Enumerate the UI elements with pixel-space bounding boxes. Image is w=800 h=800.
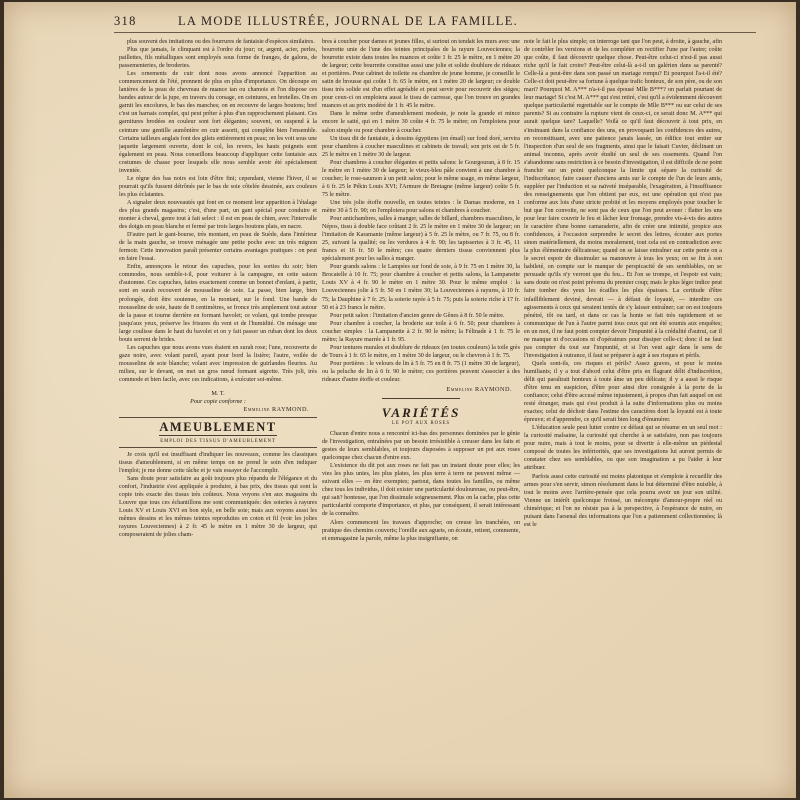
paragraph: Plus que jamais, le clinquant est à l'ordre du jour; or, argent, acier, perles, paillettes, fils métalliques sont employés sous forme de franges, de galons, de passementeries, de broderies.: [119, 47, 317, 70]
paragraph: Une très jolie étoffe nouvelle, en toutes teintes : le Damas moderne, en 1 mètre 30 à 5 fr. 90; on l'emploiera pour salons et chambres à coucher.: [322, 199, 520, 214]
header-rule: [114, 32, 756, 33]
page-number: 318: [114, 14, 137, 28]
paragraph: Quels sont-ils, ces risques et périls? Assez graves, et pour le moins humiliants; il y a tout d'abord celui d'être pris en flagrant délit d'indiscrétion, délit qui paraîtrait honteux à toute âme un peu délicate; il y a aussi le risque d'être tenu en suspicion, d'être pour ainsi dire consignée à la porte de la confiance; celui d'être accusé même injustement, à propos d'un fait auquel on est resté étranger, mais qui s'est produit à la suite d'informations plus ou moins exactes; celui de déchoir dans l'estime des caractères dont la loyauté est à toute épreuve; et d'apprendre, ce qu'il serait bien long d'énumérer.: [524, 360, 722, 424]
publication-title: LA MODE ILLUSTRÉE, JOURNAL DE LA FAMILLE.: [178, 14, 519, 28]
section-subtitle-varietes: LE POT AUX ROSES: [392, 421, 450, 427]
paragraph: Pour grands salons : le Lampées sur fond de soie, à 9 fr. 75 en 1 mètre 30, la Brocatelle à 10 fr. 75; pour chambre à coucher et petits salons, la Lampanette Louis XV à 4 fr. 90 le mètre en 1 mètre 30. Pour le même emploi : la Louveciennes jolie à 5 fr. 50 en 1 mètre 30; la Louveciennes à rayures, à 10 fr. 75; la Dauphine à 7 fr. 25; la soierie rayée à 5 fr. 75; puis la soierie riche à 17 fr. 50 et à 23 francs le mètre.: [322, 264, 520, 311]
column-2: [322, 38, 520, 793]
signature-copy-note: Pour copie conforme :: [190, 398, 246, 406]
paragraph: plus souvent des imitations ou des fourrures de fantaisie d'espèces similaires.: [127, 39, 315, 45]
section-title-varietes: VARIÉTÉS: [381, 405, 461, 421]
paragraph: Les capuches que nous avons vues étaient en surah rose; l'une, recouverte de gaze noire, avec volant pareil, ayant pour bord la lisière; l'autre, voilée de mousseline de soie blanche; volant avec impression de guirlandes fleuries. Au milieu, sur le devant, on met un gros nœud formant aigrette. Très joli, très commode et bien facile, avec ces indications, à exécuter soi-même.: [119, 344, 317, 383]
paragraph: Pour antichambres, salles à manger, salles de billard, chambres masculines, le Népos, tissu à double face coûtant 2 fr. 25 le mètre en 1 mètre 30 de largeur; on l'imitation de Karamanie (même largeur) à 5 fr. 25 le mètre, ou 7 fr. 75, ou 8 fr. 25, suivant la qualité; ou les verdures à 4 fr. 90; les tapisseries à 3 fr. 45, 11 francs et 16 fr. 50 le mètre; ces quatre derniers tissus conviennent plus spécialement pour les salles à manger.: [322, 216, 520, 263]
paragraph: Les ornements de cuir dont nous avons annoncé l'apparition au commencement de l'été, prennent de plus en plus d'importance. On découpe en lanières de la peau de chevreau de nuance tan ou chamois et l'on dispose ces bandes autour de la jupe, en travers du corsage, en ceintures, en bretelles. On en garnit les encolures, le bas des manches; on en recouvre de larges boutons; bref c'est un harnais complet, qui peut prêter à plus d'un rapprochement plaisant. Ces garnitures brodées en couleur sont fort élégantes; souvent, on suspend à la ceinture une gentille aumônière en cuir assorti, qui complète bien l'ensemble. Certains tailleurs anglais font des gilets entièrement en peau; on les voit sous une jaquette largement ouverte, dont le col, les revers, les hauts poignets sont également en peau. Nous conseillons beaucoup d'appliquer cette fantaisie aux costumes de chasse pour lesquels elle nous semble avoir été spécialement inventée.: [119, 71, 317, 174]
paragraph: Alors commencent les travaux d'approche; on creuse les tranchées, on pratique des chemins couverts; l'oreille aux aguets, on écoute, retient, commente, et emmagasine la parole, même la plus insignifiante, on: [322, 519, 520, 542]
section-divider: [382, 398, 460, 399]
paragraph: Enfin, annonçons le retour des capuches, pour les sorties du soir; bien commodes, nous semble-t-il, pour voiturer à la campagne, en cette saison d'automne. Ces capuches, faites exactement comme un bonnet d'enfant, à partir, sont en surah recouvert de mousseline de soie. La passe, bien large, bien prolongée, doit être soutenue, en la montant, sur le fond. Une bande de mousseline de soie, haute de 8 centimètres, se fronce très amplement tout autour de la passe et tourne derrière en formant bavolet; ce volant, qui tombe presque jusqu'aux yeux, préserve les frisures du vent et de l'humidité. On ménage une large coulisse dans le haut du bavolet et on y fait passer un ruban dont les deux bouts serrent de brides.: [119, 264, 317, 343]
section-title-ameublement: AMEUBLEMENT: [159, 420, 277, 435]
paragraph: note le fait le plus simple; on interroge tant que l'on peut, à droite, à gauche, afin de contrôler les versions et de les compléter en rectifier l'une par l'autre; coûte que coûte, il faut découvrir quelque chose. Peut-être celui-ci n'est-il pas aussi riche qu'il le fait croire? Peut-être celui-là a-t-il un galérien dans sa parenté? Celle-là a peut-être dans son passé un mariage rompu? Et pourquoi l'a-t-il été? Celle-ci doit peut-être sa fortune à quelque trafic honteux, de son père, ou de son mari? Pourquoi M. A*** n'a-t-il pas épousé Mlle B***? on parlait pourtant de leur mariage! Si c'est M. A*** qui s'est retiré, c'est qu'il a évidemment découvert quelque particularité regrettable sur le compte de Mlle B*** ou sur celui de ses parents? Si au contraire la rupture vient de ceux-ci, ce serait donc M. A*** qui aurait quelque tare? Laquelle? Voilà ce qu'il faut découvrir à tout prix, en s'insinuant dans la confiance des uns, en provoquant les confidences des autres, en reconstituant, avec une patience janais lassée, un édifice tout entier sur l'inspection d'un seul de ses fragments, ainsi que le faisait Cuvier, déclinant un animal inconnu, après avoir étudié un seul de ses ossements. Quand l'on s'abandonne sans restriction à ce besoin d'investigation, il est difficile de ne point franchir sur un point quelconque la limite qui sépare la curiosité de l'indiscrétance; faire causer d'anciens amis sur le compte de l'un de leurs amis, suppléer par l'induction et sa naïveté inséparable, l'exagération, à l'insuffisance des renseignements que l'on obtient par eux, est une opération qui n'est pas conforme aux lois d'une stricte probité et les moyens employés pour toucher le but que l'on convoite, ne sont pas de ceux que l'on peut avouer : flatter les uns pour leur faire couvrir le feu et lâcher leur fromage, prendre vis-à-vis des autres le caractère d'une bonne camaraderie, afin de créer une intimité, propice aux confidences, à l'occasion surprendre le secret des lettres, écouter aux portes sinon matériellement, du moins moralement, tout cela est en contradiction avec la plus élémentaire délicatesse; quand on se laisse entraîner sur cette pente on a le secret espoir de dissimuler sa manœuvre à tous les yeux; on se fin à son habileté, on compte sur le manque de perspicacité de ses semblables, on se persuade qu'ils n'y verront que du feu... Et l'on se trompe, et l'espoir est vain; sans doute on n'est point prévenu du premier coup; mais le plus léger indice peut faire tomber des yeux les écailles les plus épaisses. La certitude d'être infailliblement deviné, devrait — à défaut de loyauté, — interdire ces agissements à ceux qui seraient tentés de s'y laisser entraîner; car on est toujours pénétré, tôt ou tard, et dans ce cas la honte se fait très rapidement et se communique de l'un à l'autre parmi tous ceux qui ont été soumis aux enquêtes; en un mot, il ne faut point compter devoir l'impunité à la crédulité d'autrui, car il ne manque ni d'occasions ni d'opérateurs pour dissiper celle-ci; donc il ne faut pas compter du tout sur l'impunité, et si l'on veut agir dans le sens de l'investigation à outrance, il faut se préparer à agir à ses risques et périls.: [524, 39, 722, 359]
paragraph: Parfois aussi cette curiosité est moins platonique et s'emploie à recueillir des armes pour s'en servir, simon résolument dans le but déterminé d'être nuisible, à tout le moins avec l'arrière-pensée que cela pourra avoir un jour son utilité. Vienne un intérêt quelconque froissé, un mécompte d'amour-propre réel ou chimérique; et l'on ne résiste pas à la perspective, à l'espérance de nuire, en puisant dans l'arsenal des informations que l'on a patiemment collectionnées; là est le: [524, 473, 722, 528]
paragraph: Je crois qu'il est insuffisant d'indiquer les nouveaux, comme les classiques tissus d'ameublement, si en même temps on ne prend le soin d'en indiquer l'emploi; je me donne cette tâche et je vais essayer de l'accomplir.: [119, 452, 317, 475]
paragraph: A signaler deux nouveautés qui font en ce moment leur apparition à l'étalage des plus grands magasins; c'est, d'une part, un gant spécial pour conduire et monter à cheval, genre tout à fait select : il est en peau de chien, avec l'intervalle des doigts en peau blanche et fermé par trois larges boutons plats, en nacre.: [119, 199, 317, 231]
paragraph: bres à coucher pour dames et jeunes filles, si surtout on tendait les murs avec une bourrette unie de l'une des teintes principales de la rayure Louveciennes; la bourrette existe dans toutes les nuances et coûte 1 fr. 25 le mètre, en 1 mètre 20 de largeur; cette bourrette constitue aussi une jolie et solide doublure de rideaux et portières. Pour cabinet de toilette ou chambre de jeune homme, je conseille le satin de brousse qui coûte 1 fr. 65 le mètre, en 1 mètre 20 de largeur; ce double tissu très solide est d'un effet agréable et peut servir pour recouvrir des sièges; pour ceux-ci on emploiera aussi le tissu de carresse, que l'on trouve en grandes nuances et au prix modéré de 1 fr. 45 le mètre.: [322, 39, 520, 110]
paragraph: Le règne des bas noirs est loin d'être fini; cependant, vienne l'hiver, il se pourrait qu'ils fussent détrônés par le bas de soie côtelée dessinée, aux couleurs les plus éclatantes.: [119, 175, 317, 198]
section-rule: [159, 435, 277, 436]
paragraph: Pour tentures murales et doublure de rideaux (en toutes couleurs) la toile grès de Tours à 1 fr. 65 le mètre, en 1 mètre 30 de largeur, ou le chevron à 1 fr. 75.: [322, 344, 520, 359]
magazine-page: [4, 2, 796, 798]
paragraph: Chacun d'entre nous a rencontré ici-bas des personnes dominées par le génie de l'investigation, entraînées par un besoin irrésistible à creuser dans les faits et gestes de leurs semblables, et toujours disposées à supposer un pot aux roses quelconque chez chacun d'entre eux.: [322, 431, 520, 462]
section-subtitle-ameublement: EMPLOI DES TISSUS D'AMEUBLEMENT: [160, 439, 276, 445]
column-1: [119, 38, 317, 793]
paragraph: D'autre part le gant-bourse, très montant, en peau de Suède, dans l'intérieur de la main gauche, se trouve ménagée une petite poche avec un très mignon fermoir. Cette innovation paraît présenter certains avantages pratiques : on peut en faire l'essai.: [119, 232, 317, 263]
paragraph: Pour portières : le velours de lin à 5 fr. 75 en 8 fr. 75 (1 mètre 30 de largeur), ou la peluche de lin à 6 fr. 90 le mètre; ces portières peuvent s'associer à des rideaux d'autre étoffe et couleur.: [322, 360, 520, 383]
paragraph: Dans le même ordre d'ameublement modeste, je note la grande et mince encore le satté, qui en 1 mètre 30 coûte 4 fr. 75 le mètre; on l'emploiera pour salon simple ou pour chambre à coucher.: [322, 111, 520, 134]
paragraph: Pour chambres à coucher élégantes et petits salons: le Gourgouran, à 8 fr. 15 le mètre en 1 mètre 30 de largeur; le vieux-bleu pâle convient à une chambre à coucher; le rose-saumon à un petit salon; pour le même usage, en même largeur, à 6 fr. 25 le Pékin Louis XVI; l'Armure de Bretagne (même largeur) coûte 5 fr. 75 le mètre.: [322, 159, 520, 198]
page-header: [114, 14, 754, 32]
paragraph: Pour petit salon : l'imitation d'ancien genre de Gênes à 8 fr. 50 le mètre.: [330, 312, 505, 319]
signature-author: Emmeline RAYMOND.: [446, 386, 512, 394]
ameublement-heading-block: [119, 417, 317, 448]
paragraph: Pour chambre à coucher, la broderie sur toile à 6 fr. 50; pour chambres à coucher simples : la Lampanette à 2 fr. 90 le mètre; la Félinade à 1 fr. 75 le mètre; la Rayure marrée à 1 fr. 95.: [322, 320, 520, 343]
paragraph: Un tissu dit de fantaisie, à dessins égyptiens (en émail) sur fond doré, servira pour chambres à coucher masculines et cabinets de travail; son prix est de 5 fr. 25 le mètre en 1 mètre 30 de largeur.: [322, 135, 520, 158]
paragraph: L'existence du dit pot aux roses ne fait pas un instant doute pour elles; les vies les plus unies, les plus plates, les plus terre à terre ne peuvent même — suivant elles — en être exemptes; partout, dans toutes les familles, ou même chez tous les individus, il doit exister une particularité douloureuse, ou peut-être, qui sait? honteuse, que l'on dissimule soigneusement. Plus on la cache, plus cette particularité comporte d'importance, et plus, par conséquent, il serait intéressant de la connaître.: [322, 463, 520, 518]
paragraph: L'éducation seule peut lutter contre ce défaut qui se résume en un seul mot : la curiosité malsaine, la curiosité qui cherche à se satisfaire, non pas toujours pour nuire, mais à tout le moins, pour se divertir à elle-même un piédestal composé de toutes les infériorités, que ses investigations lui auront permis de constater chez ses semblables, ou que son imagination a pu l'aider à leur attribuer.: [524, 425, 722, 472]
signature-initials: M. T.: [211, 390, 225, 398]
signature-author: Emmeline RAYMOND.: [243, 406, 309, 414]
column-3: [524, 38, 722, 793]
paragraph: Sans doute pour satisfaire au goût toujours plus répandu de l'élégance et du confort, l'industrie s'est appliquée à produire, à bas prix, des tissus qui sont la copie très exacte des tissus très coûteux. Nous voyons s'en aux magasins du Louvre que tous ces échantillons me sont communiqués: des soieries à rayures Louis XV et Louis XVI en bon style, en belle soie; mais aux voyons aussi les mêmes dessins et les mêmes teintes reproduites en coton et fil (voir les jolies rayures Louveciennes) à 2 fr. 45 le mètre en 1 mètre 30 de largeur, qui composeraient de jolies cham-: [119, 476, 317, 539]
